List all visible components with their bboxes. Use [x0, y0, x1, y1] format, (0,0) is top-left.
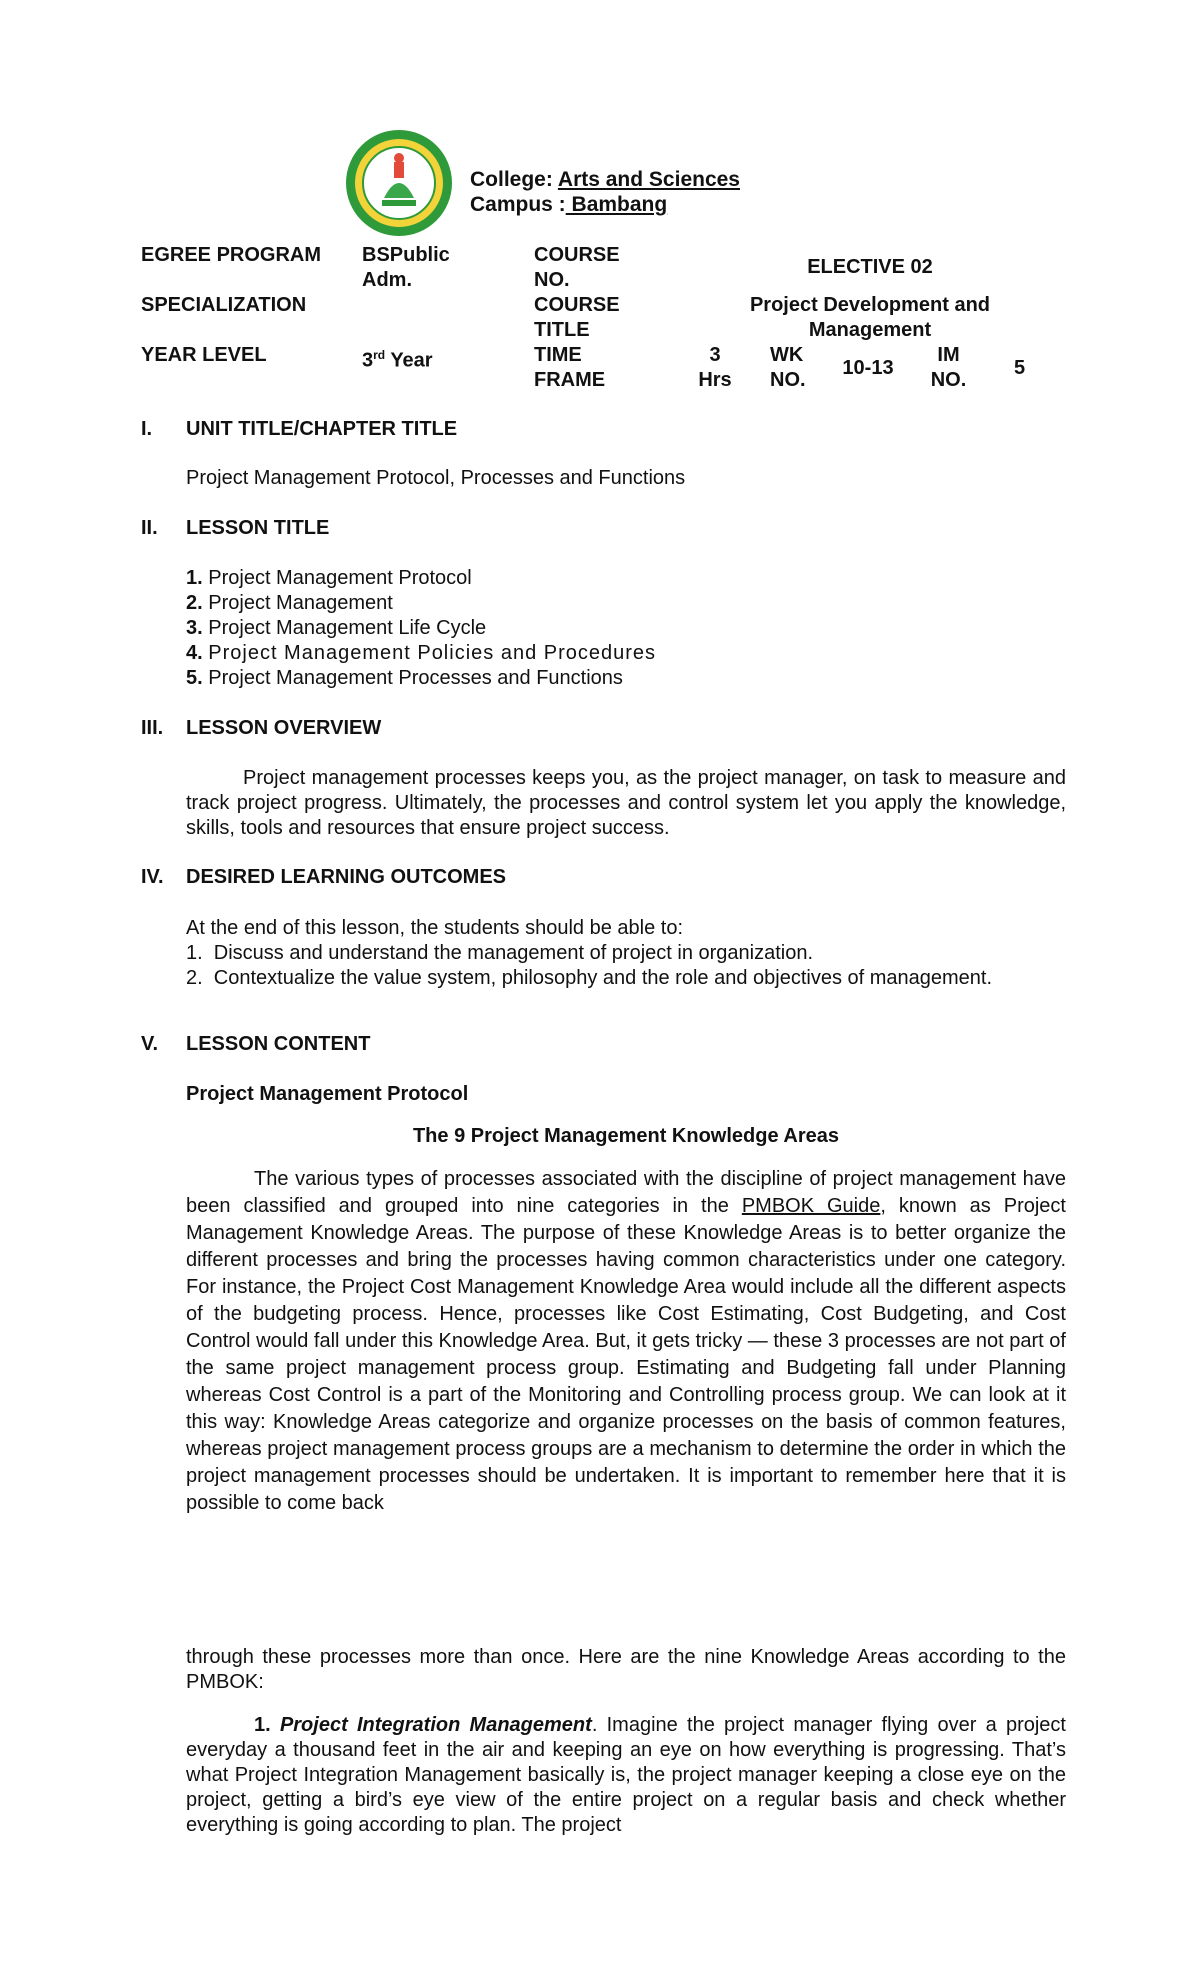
degree-program-value: BSPublic Adm.: [362, 244, 450, 291]
im-no-value: 5: [1014, 357, 1026, 379]
specialization-label: SPECIALIZATION: [141, 294, 307, 316]
year-level-value: [362, 343, 433, 374]
list-item: 2. Contextualize the value system, philosophy and the role and objectives of management.: [186, 967, 993, 989]
wk-no-value: 10-13: [842, 357, 894, 379]
unit-title-text: Project Management Protocol, Processes and Functions: [186, 467, 686, 489]
section-5-number: V.: [141, 1033, 159, 1055]
college-seal-icon: [344, 128, 454, 238]
course-no-value: ELECTIVE 02: [807, 256, 933, 278]
outcomes-intro: At the end of this lesson, the students should be able to:: [186, 917, 684, 939]
lesson-subtitle: Project Management Protocol: [186, 1083, 469, 1105]
campus-value: Bambang: [565, 193, 668, 216]
knowledge-areas-paragraph: The various types of processes associated with the discipline of project management have been classified and grouped into nine categories in the PMBOK Guide, known as Project Management Knowledge Areas. The purpose of these Knowledge Areas is to better organize the different processes and bring the processes having common characteristics under one category. For instance, the Project Cost Management Knowledge Area would include all the different aspects of the budgeting process. Hence, processes like Cost Estimating, Cost Budgeting, and Cost Control would fall under this Knowledge Area. But, it gets tricky — these 3 processes are not part of the same project management process group. Estimating and Budgeting fall under Planning whereas Cost Control is a part of the Monitoring and Controlling process group. We can look at it this way: Knowledge Areas categorize and organize processes on the basis of common features, whereas project management process groups are a mechanism to determine the order in which the project management processes should be undertaken. It is important to remember here that it is possible to come back: [186, 1168, 1066, 1514]
year-level-rest: Year: [385, 349, 433, 372]
section-3-title: LESSON OVERVIEW: [186, 717, 382, 739]
list-item: 1. Discuss and understand the management of project in organization.: [186, 942, 814, 964]
list-item: 5. Project Management Processes and Functions: [186, 667, 623, 689]
time-frame-value: 3 Hrs: [698, 344, 732, 391]
time-frame-label: TIME FRAME: [534, 344, 606, 391]
section-1-number: I.: [141, 418, 153, 440]
wk-no-label: WK NO.: [770, 344, 806, 391]
lesson-list: [186, 566, 656, 691]
im-no-label: IM NO.: [930, 344, 967, 391]
year-level-number: 3: [362, 349, 374, 372]
college-value: Arts and Sciences: [557, 168, 740, 191]
degree-program-label: EGREE PROGRAM: [141, 244, 322, 266]
section-1-title: UNIT TITLE/CHAPTER TITLE: [186, 418, 458, 440]
list-item: 2. Project Management: [186, 592, 393, 614]
section-3-number: III.: [141, 717, 164, 739]
year-level-label: YEAR LEVEL: [141, 344, 267, 366]
continuation-paragraph: through these processes more than once. Here are the nine Knowledge Areas according to the PMBOK:: [186, 1646, 1066, 1693]
list-item: 3. Project Management Life Cycle: [186, 617, 487, 639]
course-no-label: COURSE NO.: [534, 244, 620, 291]
outcomes-block: [186, 916, 992, 991]
campus-label: Campus :: [470, 193, 566, 216]
college-line: [470, 168, 740, 192]
pmbok-guide-link[interactable]: PMBOK Guide: [741, 1195, 881, 1217]
year-level-suffix: rd: [373, 348, 386, 362]
section-4-title: DESIRED LEARNING OUTCOMES: [186, 866, 507, 888]
integration-management-paragraph: 1. Project Integration Management. Imagine the project manager flying over a project everyday a thousand feet in the air and keeping an eye on how everything is progressing. That’s what Project Integration Management basically is, the project manager keeping a close eye on the project, getting a bird’s eye view of the entire project on a regular basis and check whether everything is going according to plan. The project: [186, 1714, 1066, 1836]
section-2-number: II.: [141, 517, 158, 539]
lesson-overview-paragraph: Project management processes keeps you, as the project manager, on task to measure and track project progress. Ultimately, the processes and control system let you apply the knowledge, skills, tools and resources that ensure project success.: [186, 767, 1066, 839]
campus-line: [470, 193, 667, 217]
list-item: 1. Project Management Protocol: [186, 567, 472, 589]
college-label: College:: [470, 168, 553, 191]
knowledge-areas-heading: The 9 Project Management Knowledge Areas: [412, 1125, 840, 1147]
list-item: 4. Project Management Policies and Procedures: [186, 642, 657, 664]
course-title-label: COURSE TITLE: [534, 294, 620, 341]
college-logo: [344, 128, 454, 238]
section-5-title: LESSON CONTENT: [186, 1033, 371, 1055]
section-2-title: LESSON TITLE: [186, 517, 330, 539]
course-title-value: Project Development and Management: [749, 294, 991, 341]
section-4-number: IV.: [141, 866, 164, 888]
